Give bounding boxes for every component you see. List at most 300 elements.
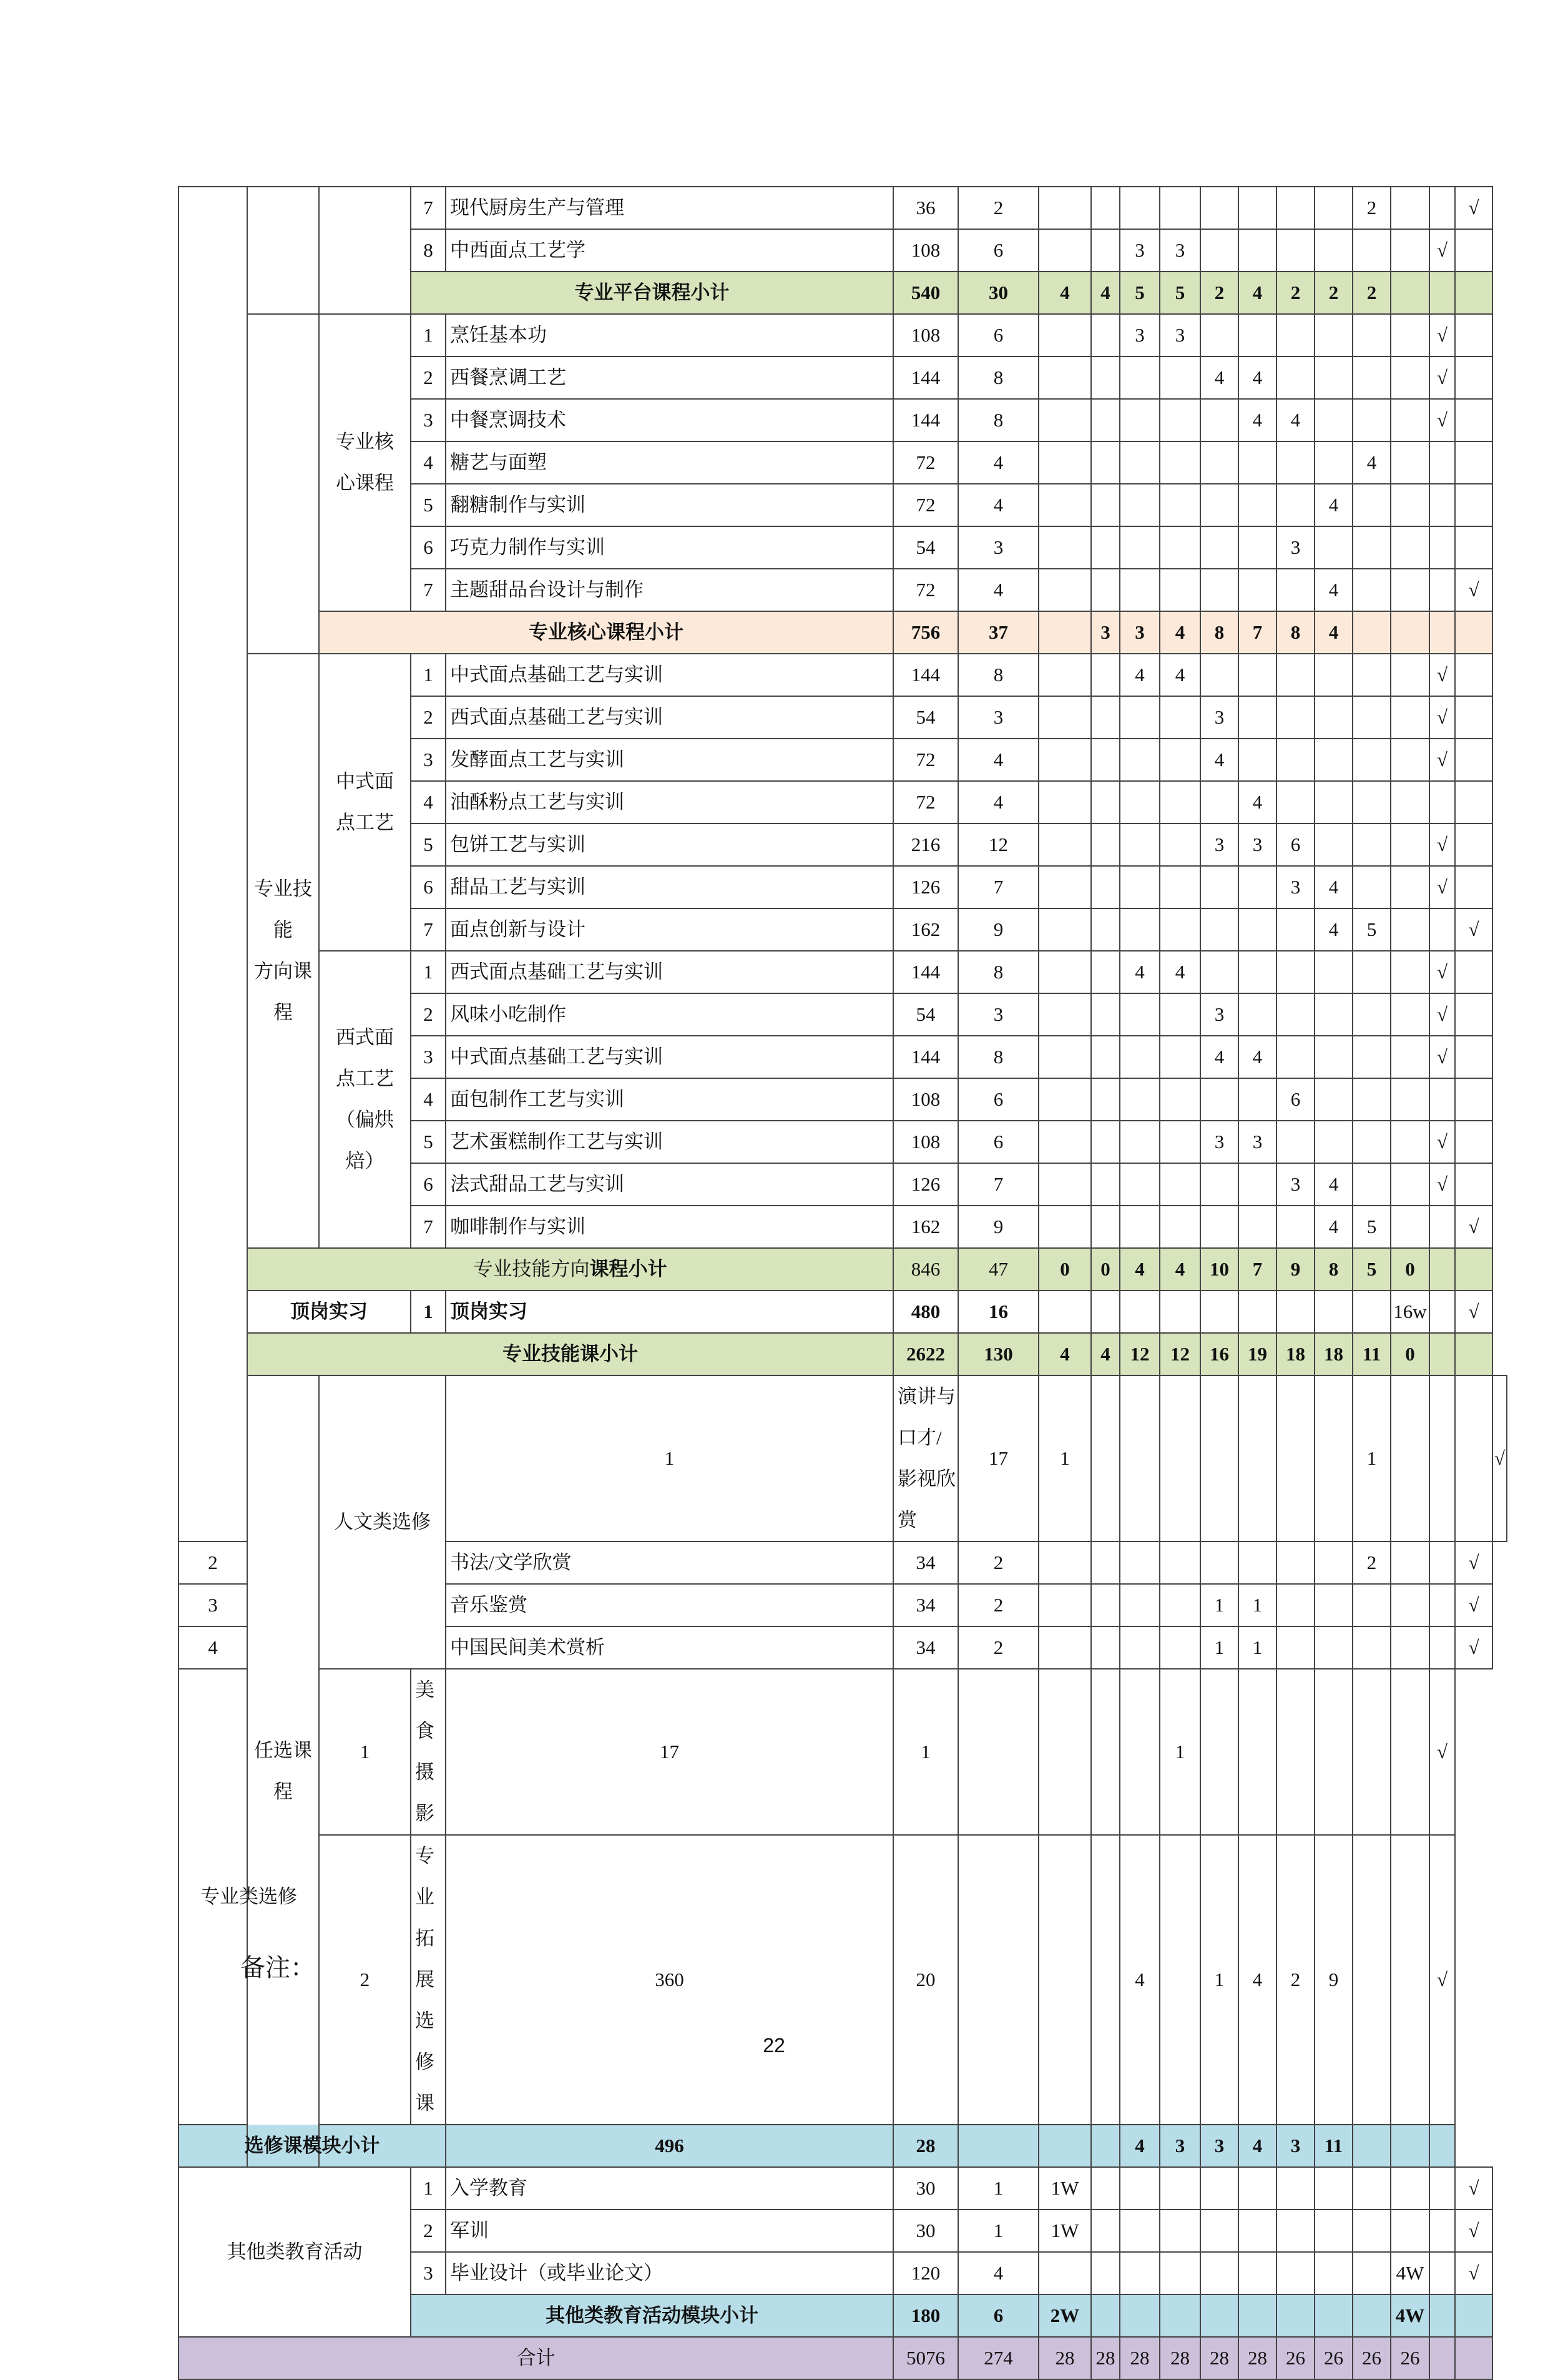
term-cell (1391, 1163, 1429, 1206)
credits-cell: 28 (893, 2125, 958, 2167)
term-cell (1315, 357, 1353, 399)
row-number: 7 (411, 569, 446, 611)
term-cell (1200, 1375, 1238, 1542)
term-cell (1200, 1542, 1238, 1584)
term-cell (1120, 2294, 1160, 2337)
term-cell (1276, 1542, 1315, 1584)
credits-cell: 3 (958, 696, 1039, 739)
check-cell: √ (1429, 1163, 1455, 1206)
label-line: 点工艺 (336, 1068, 394, 1089)
term-cell (1353, 866, 1391, 908)
credits-cell: 8 (958, 1036, 1039, 1078)
term-cell (1353, 2167, 1391, 2210)
category-col-2 (247, 314, 319, 654)
term-cell: 3 (1238, 824, 1276, 866)
term-cell (1353, 1163, 1391, 1206)
term-cell: 6 (1276, 1078, 1315, 1121)
term-cell (1039, 1163, 1091, 1206)
term-cell (1238, 739, 1276, 781)
check-cell (1455, 1121, 1492, 1163)
course-name: 油酥粉点工艺与实训 (446, 781, 893, 824)
term-cell (1039, 1626, 1091, 1669)
term-cell (1120, 357, 1160, 399)
row-number: 6 (411, 526, 446, 569)
check-cell (1429, 272, 1455, 314)
row-number: 3 (411, 399, 446, 441)
hours-cell: 34 (893, 1626, 958, 1669)
term-cell (1238, 569, 1276, 611)
term-cell (1160, 908, 1200, 951)
credits-cell: 1 (893, 1669, 958, 1835)
hours-cell: 34 (893, 1542, 958, 1584)
subtotal-row (179, 2125, 1507, 2167)
hours-cell: 846 (893, 1248, 958, 1291)
course-name: 包饼工艺与实训 (446, 824, 893, 866)
term-cell (1315, 2167, 1353, 2210)
term-cell (1091, 569, 1120, 611)
term-cell (1200, 2167, 1238, 2210)
course-name: 入学教育 (446, 2167, 893, 2210)
term-cell: 5 (1353, 1206, 1391, 1248)
label-line: 心课程 (336, 472, 394, 494)
term-cell (1039, 569, 1091, 611)
subtotal-row (179, 611, 1507, 654)
hours-cell: 126 (893, 866, 958, 908)
term-cell (1276, 441, 1315, 484)
term-cell: 4 (1120, 2125, 1160, 2167)
row-number: 8 (411, 229, 446, 272)
credits-cell: 7 (958, 866, 1039, 908)
course-name: 书法/文学欣赏 (446, 1542, 893, 1584)
check-cell (1455, 1248, 1492, 1291)
hours-cell: 30 (893, 2167, 958, 2210)
course-name: 中式面点基础工艺与实训 (446, 1036, 893, 1078)
check-cell (1429, 1333, 1455, 1375)
row-number: 3 (411, 2252, 446, 2294)
term-cell (1200, 1291, 1238, 1333)
term-cell: 4 (1160, 1248, 1200, 1291)
term-cell (1238, 993, 1276, 1036)
hours-cell: 144 (893, 357, 958, 399)
course-name: 西式面点基础工艺与实训 (446, 951, 893, 993)
term-cell (1120, 2167, 1160, 2210)
hours-cell: 144 (893, 654, 958, 696)
term-cell (1160, 1375, 1200, 1542)
term-cell (1391, 399, 1429, 441)
term-cell (1120, 1584, 1160, 1626)
check-cell (1455, 739, 1492, 781)
term-cell (1391, 484, 1429, 526)
check-cell (1429, 1291, 1455, 1333)
term-cell: 26 (1353, 2337, 1391, 2379)
row-number: 1 (446, 1375, 893, 1542)
course-name: 中国民间美术赏析 (446, 1626, 893, 1669)
term-cell (1039, 696, 1091, 739)
term-cell (1039, 611, 1091, 654)
label-line: 专业核 (336, 431, 394, 453)
term-cell (1200, 2252, 1238, 2294)
term-cell (1039, 357, 1091, 399)
term-cell (1353, 696, 1391, 739)
term-cell (1039, 229, 1091, 272)
term-cell (1353, 229, 1391, 272)
term-cell (1315, 1626, 1353, 1669)
term-cell (1091, 1291, 1120, 1333)
check-cell (1391, 2125, 1429, 2167)
term-cell (1353, 314, 1391, 357)
term-cell (1039, 399, 1091, 441)
course-name: 演讲与口才/影视欣赏 (893, 1375, 958, 1542)
term-cell: 11 (1315, 2125, 1353, 2167)
term-cell: 3 (1276, 1163, 1315, 1206)
credits-cell: 2 (958, 1626, 1039, 1669)
check-cell (1455, 951, 1492, 993)
credits-cell: 6 (958, 229, 1039, 272)
row-number: 5 (411, 484, 446, 526)
row-number: 1 (411, 2167, 446, 2210)
course-row (179, 1835, 1507, 2125)
term-cell (1353, 1121, 1391, 1163)
credits-cell: 37 (958, 611, 1039, 654)
term-cell (1353, 526, 1391, 569)
term-cell (1160, 866, 1200, 908)
term-cell: 2 (1353, 272, 1391, 314)
check-cell: √ (1429, 314, 1455, 357)
term-cell (1160, 1121, 1200, 1163)
course-name: 艺术蛋糕制作工艺与实训 (446, 1121, 893, 1163)
term-cell: 11 (1353, 1333, 1391, 1375)
term-cell (1120, 1163, 1160, 1206)
term-cell (1200, 314, 1238, 357)
term-cell (1160, 1078, 1200, 1121)
term-cell (1200, 781, 1238, 824)
term-cell: 4 (1315, 1163, 1353, 1206)
term-cell: 12 (1160, 1333, 1200, 1375)
term-cell (1391, 654, 1429, 696)
check-cell (1455, 272, 1492, 314)
term-cell: 3 (1276, 2125, 1315, 2167)
term-cell (1039, 866, 1091, 908)
term-cell: 0 (1091, 1248, 1120, 1291)
term-cell: 3 (1160, 2125, 1200, 2167)
term-cell (1315, 2294, 1353, 2337)
hours-cell: 144 (893, 1036, 958, 1078)
term-cell (1276, 1036, 1315, 1078)
direction-category-label (247, 654, 319, 1248)
term-cell (1315, 1542, 1353, 1584)
term-cell (1120, 2252, 1160, 2294)
term-cell (1091, 654, 1120, 696)
term-cell (1120, 1121, 1160, 1163)
term-cell (1276, 1669, 1315, 1835)
term-cell (1353, 2210, 1391, 2252)
row-number: 3 (411, 1036, 446, 1078)
term-cell (1200, 2210, 1238, 2252)
term-cell: 3 (1120, 611, 1160, 654)
check-cell (1429, 1584, 1455, 1626)
term-cell (1315, 696, 1353, 739)
credits-cell: 4 (958, 2252, 1039, 2294)
term-cell (1039, 1669, 1091, 1835)
term-cell (1391, 1121, 1429, 1163)
term-cell: 26 (1391, 2337, 1429, 2379)
hours-cell: 756 (893, 611, 958, 654)
term-cell: 1 (1200, 1835, 1238, 2125)
term-cell (1200, 1163, 1238, 1206)
term-cell (1238, 2252, 1276, 2294)
term-cell: 7 (1238, 1248, 1276, 1291)
term-cell (1160, 1584, 1200, 1626)
hours-cell: 144 (893, 399, 958, 441)
check-cell (1455, 696, 1492, 739)
term-cell: 4 (1200, 357, 1238, 399)
term-cell: 18 (1276, 1333, 1315, 1375)
hours-cell: 108 (893, 1121, 958, 1163)
credits-cell: 4 (958, 441, 1039, 484)
term-cell: 0 (1039, 1248, 1091, 1291)
check-cell (1455, 781, 1492, 824)
subtotal-row (179, 1248, 1507, 1291)
check-cell (1455, 526, 1492, 569)
hours-cell: 162 (893, 1206, 958, 1248)
row-number: 3 (411, 739, 446, 781)
category-col-3 (319, 187, 411, 314)
term-cell (1160, 781, 1200, 824)
credits-cell: 6 (958, 1078, 1039, 1121)
term-cell (1391, 441, 1429, 484)
course-name: 巧克力制作与实训 (446, 526, 893, 569)
term-cell (1276, 908, 1315, 951)
row-number: 5 (411, 824, 446, 866)
term-cell: 28 (1120, 2337, 1160, 2379)
term-cell (1091, 1121, 1120, 1163)
credits-cell: 3 (958, 526, 1039, 569)
term-cell (1091, 696, 1120, 739)
credits-cell: 1 (958, 2210, 1039, 2252)
term-cell: 16w (1391, 1291, 1429, 1333)
check-cell: √ (1429, 654, 1455, 696)
check-cell: √ (1429, 357, 1455, 399)
term-cell: 4 (1315, 611, 1353, 654)
term-cell (1391, 314, 1429, 357)
course-name: 甜品工艺与实训 (446, 866, 893, 908)
term-cell (1315, 441, 1353, 484)
page-number: 22 (763, 2034, 785, 2057)
term-cell (1160, 739, 1200, 781)
check-cell (1455, 2294, 1492, 2337)
term-cell (1238, 2167, 1276, 2210)
hours-cell: 72 (893, 569, 958, 611)
term-cell (1315, 1121, 1353, 1163)
subtotal-label: 专业核心课程小计 (319, 611, 893, 654)
label-line: 能 (273, 919, 293, 941)
course-name: 面点创新与设计 (446, 908, 893, 951)
term-cell (1120, 866, 1160, 908)
term-cell (1276, 951, 1315, 993)
hours-cell: 72 (893, 441, 958, 484)
term-cell (1276, 1121, 1315, 1163)
category-col-2 (247, 187, 319, 314)
term-cell: 3 (1160, 314, 1200, 357)
term-cell (1200, 1078, 1238, 1121)
term-cell (1091, 993, 1120, 1036)
row-number: 7 (411, 187, 446, 229)
term-cell (1315, 2210, 1353, 2252)
term-cell (1120, 1036, 1160, 1078)
course-name: 烹饪基本功 (446, 314, 893, 357)
term-cell (1200, 1206, 1238, 1248)
subtotal-label-part: 课程小计 (589, 1258, 667, 1280)
term-cell (1039, 1206, 1091, 1248)
term-cell (1391, 272, 1429, 314)
term-cell (1160, 399, 1200, 441)
term-cell (1091, 1163, 1120, 1206)
term-cell: 4 (1160, 611, 1200, 654)
term-cell (1120, 696, 1160, 739)
check-cell: √ (1455, 569, 1492, 611)
check-cell (1391, 1835, 1429, 2125)
term-cell (1160, 2252, 1200, 2294)
term-cell (1276, 1584, 1315, 1626)
term-cell (1353, 2294, 1391, 2337)
term-cell: 8 (1315, 1248, 1353, 1291)
term-cell: 2 (1315, 272, 1353, 314)
term-cell (1120, 993, 1160, 1036)
term-cell (1039, 951, 1091, 993)
term-cell: 4 (1120, 951, 1160, 993)
term-cell (1039, 908, 1091, 951)
subtotal-label: 选修课模块小计 (179, 2125, 446, 2167)
check-cell: √ (1455, 1291, 1492, 1333)
term-cell (1276, 2252, 1315, 2294)
term-cell (1120, 526, 1160, 569)
term-cell (1160, 1291, 1200, 1333)
course-name: 中西面点工艺学 (446, 229, 893, 272)
term-cell (1091, 314, 1120, 357)
credits-cell: 12 (958, 824, 1039, 866)
term-cell: 9 (1276, 1248, 1315, 1291)
credits-cell: 3 (958, 993, 1039, 1036)
term-cell (1091, 1036, 1120, 1078)
course-row (179, 951, 1507, 993)
term-cell: 4 (1200, 739, 1238, 781)
check-cell (1455, 1036, 1492, 1078)
hours-cell: 72 (893, 781, 958, 824)
term-cell (1276, 357, 1315, 399)
course-name: 咖啡制作与实训 (446, 1206, 893, 1248)
term-cell: 1W (1039, 2210, 1091, 2252)
term-cell (958, 1835, 1039, 2125)
hours-cell: 54 (893, 526, 958, 569)
term-cell (1120, 739, 1160, 781)
term-cell (1276, 1291, 1315, 1333)
term-cell (1238, 1291, 1276, 1333)
term-cell (1353, 484, 1391, 526)
course-name: 面包制作工艺与实训 (446, 1078, 893, 1121)
term-cell (1353, 611, 1391, 654)
credits-cell: 4 (958, 781, 1039, 824)
check-cell (1429, 441, 1455, 484)
term-cell (1353, 781, 1391, 824)
term-cell (1353, 824, 1391, 866)
credits-cell: 8 (958, 654, 1039, 696)
check-cell (1455, 229, 1492, 272)
term-cell (1315, 1291, 1353, 1333)
check-cell: √ (1455, 187, 1492, 229)
hours-cell: 180 (893, 2294, 958, 2337)
core-category-label (319, 314, 411, 611)
term-cell (1238, 484, 1276, 526)
term-cell (1238, 1163, 1276, 1206)
hours-cell: 54 (893, 993, 958, 1036)
term-cell: 1 (1238, 1626, 1276, 1669)
term-cell (1160, 187, 1200, 229)
term-cell (1091, 1835, 1120, 2125)
term-cell: 3 (1200, 993, 1238, 1036)
term-cell (1238, 1078, 1276, 1121)
term-cell: 3 (1276, 866, 1315, 908)
course-name: 风味小吃制作 (446, 993, 893, 1036)
course-name: 发酵面点工艺与实训 (446, 739, 893, 781)
check-cell (1455, 399, 1492, 441)
label-line: 专业技 (254, 878, 312, 900)
credits-cell: 130 (958, 1333, 1039, 1375)
check-cell (1429, 1542, 1455, 1584)
row-number: 5 (411, 1121, 446, 1163)
term-cell (1160, 526, 1200, 569)
term-cell (1391, 1542, 1429, 1584)
term-cell (1238, 1206, 1276, 1248)
row-number: 1 (411, 314, 446, 357)
term-cell: 4 (1200, 1036, 1238, 1078)
term-cell: 2 (1353, 187, 1391, 229)
term-cell: 2 (1276, 272, 1315, 314)
check-cell (1429, 2252, 1455, 2294)
term-cell (1238, 1669, 1276, 1835)
term-cell (1429, 1375, 1455, 1542)
term-cell (1391, 2167, 1429, 2210)
term-cell (1315, 1078, 1353, 1121)
term-cell: 4 (1315, 569, 1353, 611)
term-cell (1353, 654, 1391, 696)
term-cell (1276, 1626, 1315, 1669)
hours-cell: 108 (893, 1078, 958, 1121)
course-name: 西餐烹调工艺 (446, 357, 893, 399)
term-cell (1160, 569, 1200, 611)
check-cell (1455, 2337, 1492, 2379)
other-activities-label: 其他类教育活动 (179, 2167, 411, 2337)
term-cell (1120, 824, 1160, 866)
check-cell (1391, 1669, 1429, 1835)
row-number: 1 (319, 1669, 411, 1835)
term-cell: 2 (1353, 1542, 1391, 1584)
term-cell (1200, 654, 1238, 696)
course-name: 法式甜品工艺与实训 (446, 1163, 893, 1206)
hours-cell: 108 (893, 314, 958, 357)
term-cell (1120, 569, 1160, 611)
credits-cell: 1 (958, 2167, 1039, 2210)
hours-cell: 17 (446, 1669, 893, 1835)
term-cell (1160, 993, 1200, 1036)
term-cell: 4 (1091, 272, 1120, 314)
term-cell (1315, 1375, 1353, 1542)
label-line: 焙） (345, 1150, 385, 1172)
hours-cell: 360 (446, 1835, 893, 2125)
term-cell (1039, 526, 1091, 569)
term-cell (1120, 1626, 1160, 1669)
term-cell (1039, 441, 1091, 484)
term-cell (1091, 399, 1120, 441)
